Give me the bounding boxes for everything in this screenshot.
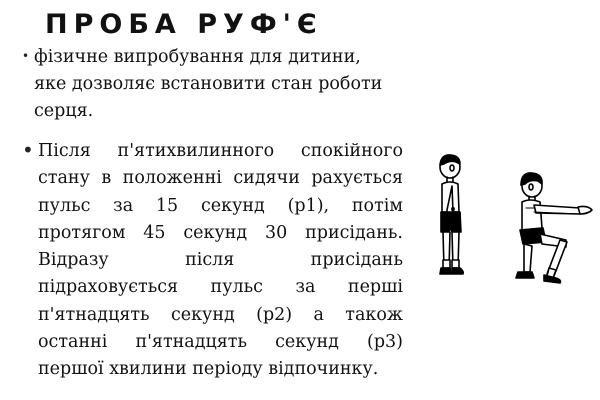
bullet-marker-1: • — [22, 49, 30, 63]
slide-title: ПРОБА РУФ'Є — [45, 9, 323, 40]
bullet-text-2: Після п'ятихвилинного спокійного стану в положенні сидячи рахується пульс за 15 секунд (p1), потім протягом 45 секунд 30 присідань. Відразу після присідань підраховується пульс за перші п'ятнадцять секунд (p2) а також останні п'ятнадцять секунд (p3) першої хвилини періоду відпочинку. — [38, 141, 403, 380]
bullet-marker-2: • — [22, 138, 34, 162]
standing-boy-figure — [440, 155, 463, 274]
boy-standing-and-squatting-icon — [430, 150, 595, 310]
bullet-text-1: фізичне випробування для дитини, яке дозволяє встановити стан роботи серця. — [34, 47, 383, 121]
squat-illustration — [430, 150, 595, 310]
squatting-boy-figure — [516, 173, 592, 283]
